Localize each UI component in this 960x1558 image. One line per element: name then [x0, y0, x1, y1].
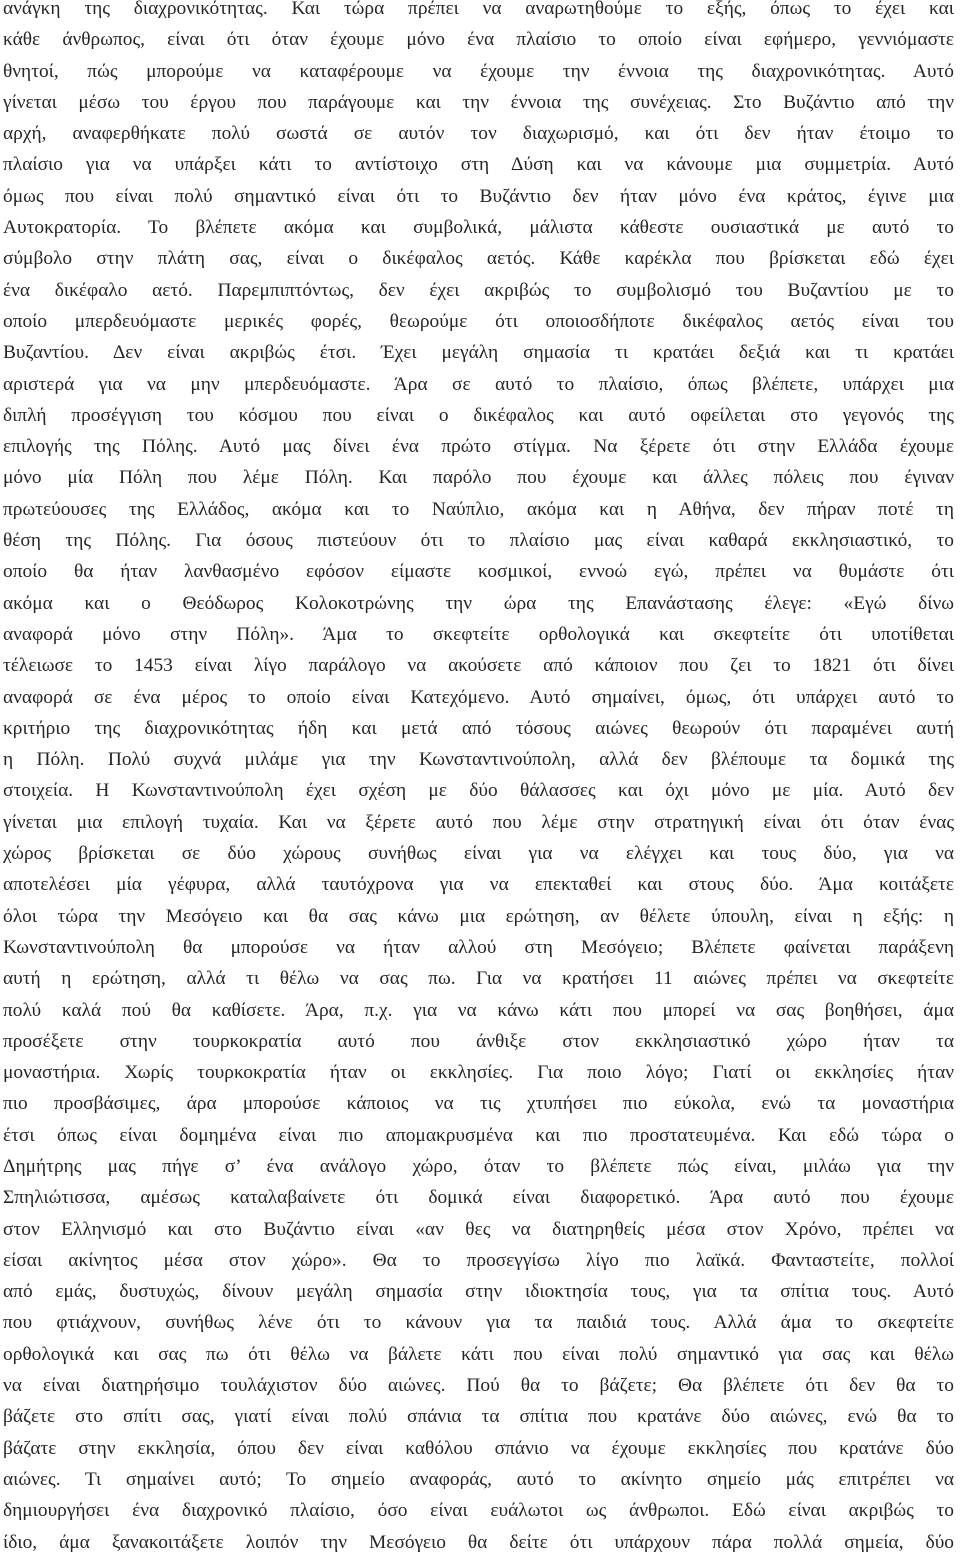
text-line: χώρος βρίσκεται σε δύο χώρους συνήθως είναι για να ελέγχει και τους δύο, για να [3, 843, 954, 865]
text-line: κάθε άνθρωπος, είναι ότι όταν έχουμε μόνο ένα πλαίσιο το οποίο είναι εφήμερο, γεννιόμαστε [3, 29, 954, 51]
text-line: Δημήτρης μας πήγε σ’ ένα ανάλογο χώρο, όταν το βλέπετε πώς είναι, μιλάω για την [3, 1155, 954, 1177]
text-line: ίδιο, άμα ξανακοιτάξετε λοιπόν την Μεσόγειο θα δείτε ότι υπάρχουν πάρα πολλά σημεία, δύο [3, 1531, 954, 1553]
text-line: οποίο θα ήταν λανθασμένο εφόσον είμαστε κοσμικοί, εννοώ εγώ, πρέπει να θυμάστε ότι [3, 561, 954, 583]
text-line: μόνο μία Πόλη που λέμε Πόλη. Και παρόλο που έχουμε και άλλες πόλεις που έγιναν [3, 467, 954, 489]
text-line: αναφορά σε ένα μέρος το οποίο είναι Κατεχόμενο. Αυτό σημαίνει, όμως, ότι υπάρχει αυτό το [3, 686, 954, 708]
text-line: δημιουργήσει ένα διαχρονικό πλαίσιο, όσο είναι ευάλωτοι ως άνθρωποι. Εδώ είναι ακριβώς το [3, 1500, 954, 1522]
text-line: η Πόλη. Πολύ συχνά μιλάμε για την Κωνσταντινούπολη, αλλά δεν βλέπουμε τα δομικά της [3, 749, 954, 771]
text-line: διπλή προσέγγιση του κόσμου που είναι ο δικέφαλος και αυτό οφείλεται στο γεγονός της [3, 404, 954, 426]
text-line: θέση της Πόλης. Για όσους πιστεύουν ότι το πλαίσιο μας είναι καθαρά εκκλησιαστικό, το [3, 530, 954, 552]
text-line: επιλογής της Πόλης. Αυτό μας δίνει ένα πρώτο στίγμα. Να ξέρετε ότι στην Ελλάδα έχουμε [3, 436, 954, 458]
body-text [3, 0, 954, 1558]
text-line: Σπηλιώτισσα, αμέσως καταλαβαίνετε ότι δομικά είναι διαφορετικό. Άρα αυτό που έχουμε [3, 1187, 954, 1209]
text-line: στοιχεία. Η Κωνσταντινούπολη έχει σχέση με δύο θάλασσες και όχι μόνο με μία. Αυτό δεν [3, 780, 954, 802]
text-line: πλαίσιο για να υπάρξει κάτι το αντίστοιχο στη Δύση και να κάνουμε μια συμμετρία. Αυτό [3, 154, 954, 176]
text-line: Βυζαντίου. Δεν είναι ακριβώς έτσι. Έχει μεγάλη σημασία τι κρατάει δεξιά και τι κρατάει [3, 342, 954, 364]
text-line: όλοι τώρα την Μεσόγειο και θα σας κάνω μια ερώτηση, αν θέλετε ύπουλη, είναι η εξής: η [3, 905, 954, 927]
text-line: αρχή, αναφερθήκατε πολύ σωστά σε αυτόν τον διαχωρισμό, και ότι δεν ήταν έτοιμο το [3, 123, 954, 145]
text-line: οποίο μπερδευόμαστε μερικές φορές, θεωρούμε ότι οποιοσδήποτε δικέφαλος αετός είναι του [3, 310, 954, 332]
text-line: Αυτοκρατορία. Το βλέπετε ακόμα και συμβολικά, μάλιστα κάθεστε ουσιαστικά με αυτό το [3, 217, 954, 239]
text-line: μοναστήρια. Χωρίς τουρκοκρατία ήταν οι εκκλησίες. Για ποιο λόγο; Γιατί οι εκκλησίες ήταν [3, 1062, 954, 1084]
text-line: θνητοί, πώς μπορούμε να καταφέρουμε να έχουμε την έννοια της διαχρονικότητας. Αυτό [3, 60, 954, 82]
text-line: κριτήριο της διαχρονικότητας ήδη και μετά από τόσους αιώνες θεωρούν ότι παραμένει αυτή [3, 717, 954, 739]
text-line: αποτελέσει μία γέφυρα, αλλά ταυτόχρονα για να επεκταθεί και στους δύο. Άμα κοιτάξετε [3, 874, 954, 896]
text-line: που φτιάχνουν, συνήθως λένε ότι το κάνουν για τα παιδιά τους. Αλλά άμα το σκεφτείτε [3, 1312, 954, 1334]
text-line: αριστερά για να μην μπερδευόμαστε. Άρα σε αυτό το πλαίσιο, όπως βλέπετε, υπάρχει μια [3, 373, 954, 395]
text-line: ένα δικέφαλο αετό. Παρεμπιπτόντως, δεν έχει ακριβώς το συμβολισμό του Βυζαντίου με το [3, 279, 954, 301]
text-line: αναφορά μόνο στην Πόλη». Άμα το σκεφτείτε ορθολογικά και σκεφτείτε ότι υποτίθεται [3, 623, 954, 645]
text-line: αυτή η ερώτηση, αλλά τι θέλω να σας πω. Για να κρατήσει 11 αιώνες πρέπει να σκεφτείτε [3, 968, 954, 990]
text-line: βάζετε στο σπίτι σας, γιατί είναι πολύ σπάνια τα σπίτια που κρατάνε δύο αιώνες, ενώ θα το [3, 1406, 954, 1428]
text-line: ανάγκη της διαχρονικότητας. Και τώρα πρέπει να αναρωτηθούμε το εξής, όπως το έχει και [3, 0, 954, 19]
text-line: βάζατε στην εκκλησία, όπου δεν είναι καθόλου σπάνιο να έχουμε εκκλησίες που κρατάνε δύο [3, 1437, 954, 1459]
text-line: στον Ελληνισμό και στο Βυζάντιο είναι «αν θες να διατηρηθείς μέσα στον Χρόνο, πρέπει να [3, 1218, 954, 1240]
text-line: γίνεται μια επιλογή τυχαία. Και να ξέρετε αυτό που λέμε στην στρατηγική είναι ότι όταν ένας [3, 811, 954, 833]
text-line: να είναι διατηρήσιμο τουλάχιστον δύο αιώνες. Πού θα το βάζετε; Θα βλέπετε ότι δεν θα το [3, 1375, 954, 1397]
text-line: πρωτεύουσες της Ελλάδος, ακόμα και το Ναύπλιο, ακόμα και η Αθήνα, δεν πήραν ποτέ τη [3, 498, 954, 520]
text-line: από εμάς, δυστυχώς, δίνουν μεγάλη σημασία στην ιδιοκτησία τους, για τα σπίτια τους. Αυτό [3, 1281, 954, 1303]
text-line: έτσι όπως είναι δομημένα είναι πιο απομακρυσμένα και πιο προστατευμένα. Και εδώ τώρα ο [3, 1124, 954, 1146]
text-line: γίνεται μέσω του έργου που παράγουμε και την έννοια της συνέχειας. Στο Βυζάντιο από την [3, 91, 954, 113]
text-line: προσέξετε στην τουρκοκρατία αυτό που άνθιξε στον εκκλησιαστικό χώρο ήταν τα [3, 1030, 954, 1052]
text-line: ακόμα και ο Θεόδωρος Κολοκοτρώνης την ώρα της Επανάστασης έλεγε: «Εγώ δίνω [3, 592, 954, 614]
text-line: όμως που είναι πολύ σημαντικό είναι ότι το Βυζάντιο δεν ήταν μόνο ένα κράτος, έγινε μια [3, 185, 954, 207]
text-line: είσαι ακίνητος μέσα στον χώρο». Θα το προσεγγίσω λίγο πιο λαϊκά. Φανταστείτε, πολλοί [3, 1249, 954, 1271]
text-line: σύμβολο στην πλάτη σας, είναι ο δικέφαλος αετός. Κάθε καρέκλα που βρίσκεται εδώ έχει [3, 248, 954, 270]
text-line: πιο προσβάσιμες, άρα μπορούσε κάποιος να τις χτυπήσει πιο εύκολα, ενώ τα μοναστήρια [3, 1093, 954, 1115]
text-line: Κωνσταντινούπολη θα μπορούσε να ήταν αλλού στη Μεσόγειο; Βλέπετε φαίνεται παράξενη [3, 936, 954, 958]
text-line: αιώνες. Τι σημαίνει αυτό; Το σημείο αναφοράς, αυτό το ακίνητο σημείο μάς επιτρέπει να [3, 1468, 954, 1490]
text-line: τέλειωσε το 1453 είναι λίγο παράλογο να ακούσετε από κάποιον που ζει το 1821 ότι δίνει [3, 655, 954, 677]
text-line: ορθολογικά και σας πω ότι θέλω να βάλετε κάτι που είναι πολύ σημαντικό για σας και θέλω [3, 1343, 954, 1365]
text-line: πολύ καλά πού θα καθίσετε. Άρα, π.χ. για να κάνω κάτι που μπορεί να σας βοηθήσει, άμα [3, 999, 954, 1021]
